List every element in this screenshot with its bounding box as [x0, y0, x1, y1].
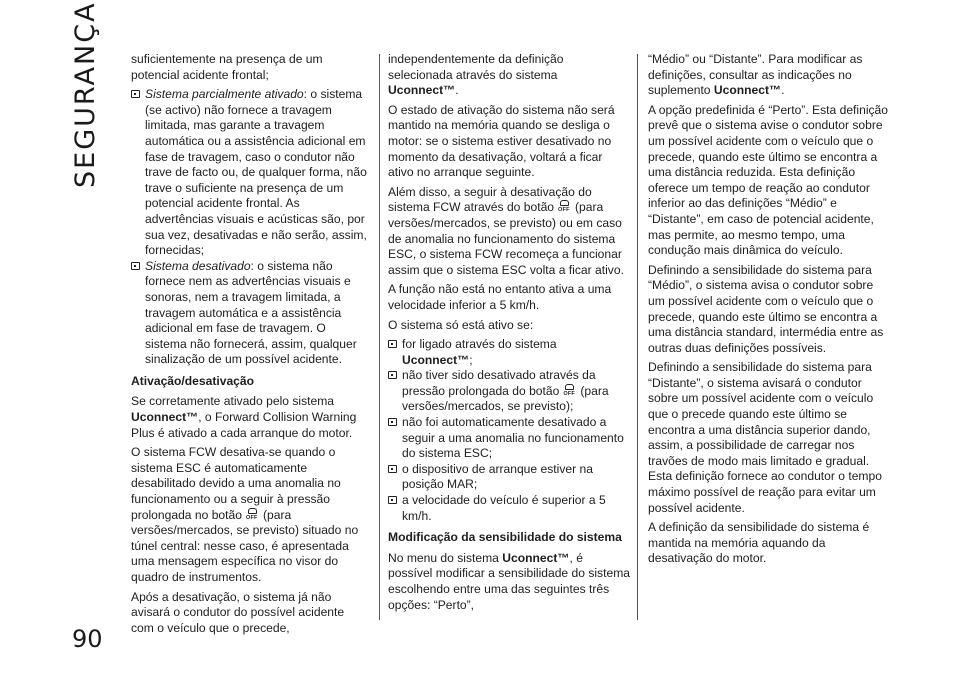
- section-title: SEGURANÇA: [70, 1, 101, 188]
- paragraph: A função não está no entanto ativa a uma velocidade inferior a 5 km/h.: [388, 282, 612, 312]
- bullet-icon: [131, 90, 140, 98]
- paragraph: [131, 445, 369, 585]
- uconnect-label: Uconnect™: [713, 83, 782, 98]
- list-item: [388, 368, 630, 415]
- column-divider: [379, 54, 380, 620]
- text-run: .: [781, 83, 785, 98]
- paragraph: [388, 185, 630, 279]
- text-column-1: [131, 52, 369, 640]
- paragraph: suficientemente na presença de um potencial acidente frontal;: [131, 52, 323, 82]
- paragraph: O estado de ativação do sistema não será mantido na memória quando se desliga o motor: se o sistema estiver desativado no momento da desativação, voltará a ficar ativo no arranque seguinte.: [388, 102, 615, 180]
- text-run: “Médio” ou “Distante”. Para modificar as definições, consultar as indicações no suplemento: [648, 52, 863, 98]
- text-run: a velocidade do veículo é superior a 5 km/h.: [402, 493, 606, 523]
- bullet-icon: [388, 371, 397, 379]
- text-run: (para versões/mercados, se previsto);: [402, 383, 609, 414]
- page-number: 90: [72, 625, 103, 653]
- bullet-icon: [388, 496, 397, 504]
- text-run: o dispositivo de arranque estiver na posição MAR;: [402, 461, 593, 492]
- esc-off-button-icon: OFF: [563, 384, 576, 398]
- bullet-icon: [131, 262, 140, 270]
- esc-off-button-icon: OFF: [558, 200, 571, 214]
- uconnect-label: Uconnect™: [388, 83, 456, 98]
- uconnect-label: Uconnect™: [402, 352, 470, 367]
- text-run: não tiver sido desativado através da pressão prolongada do botão: [402, 368, 596, 398]
- list-item: [131, 87, 369, 259]
- text-run: O sistema FCW desativa-se quando o sistema ESC é automaticamente desabilitado devido a uma anomalia no funcionamento ou a seguir à pressão prolongada no botão: [131, 445, 341, 522]
- text-column-2: [388, 52, 630, 617]
- bullet-label: Sistema desativado: [145, 258, 251, 273]
- text-run: Além disso, a seguir à desativação do sistema FCW através do botão: [388, 184, 592, 215]
- section-heading: Ativação/desativação: [131, 373, 255, 388]
- esc-off-button-icon: OFF: [246, 508, 259, 522]
- text-run: for ligado através do sistema: [402, 337, 557, 352]
- bullet-text: : o sistema (se activo) não fornece a travagem limitada, mas garante a travagem automática ou a assistência adicional em fase de travagem, caso o condutor não trave de facto ou, de qualquer forma, não trave o suficiente na presença de um potencial acidente frontal. As advertências visuais e acústicas são, por sua vez, desativadas e não serão, assim, fornecidas;: [145, 87, 367, 258]
- text-run: , é possível modificar a sensibilidade do sistema escolhendo entre uma das seguintes três opções: “Perto”,: [388, 550, 630, 612]
- paragraph: [648, 52, 888, 99]
- paragraph: A opção predefinida é “Perto”. Esta definição prevê que o sistema avise o condutor sobre um possível acidente com o veículo que o precede, quando este último se encontra a uma distância reduzida. Esta definição oferece um tempo de reação ao condutor inferior ao das definições “Médio” e “Distante”, em caso de potencial acidente, mas permite, ao mesmo tempo, uma condução mais dinâmica do veículo.: [648, 102, 889, 258]
- list-item: [388, 337, 630, 368]
- list-item: [388, 462, 630, 493]
- paragraph: [131, 394, 369, 441]
- text-run: não foi automaticamente desativado a seguir a uma anomalia no funcionamento do sistema ESC;: [402, 415, 624, 461]
- list-item: [388, 493, 630, 524]
- text-run: (para versões/mercados, se previsto) ou em caso de anomalia no funcionamento do sistema ESC, o sistema FCW recomeça a funcionar assim que o sistema ESC volta a ficar ativo.: [388, 200, 624, 277]
- text-run: ;: [469, 352, 473, 367]
- column-divider: [637, 54, 638, 620]
- paragraph: [388, 551, 630, 613]
- paragraph: Após a desativação, o sistema já não avisará o condutor do possível acidente com o veículo que o precede,: [131, 589, 345, 635]
- bullet-icon: [388, 340, 397, 348]
- paragraph: A definição da sensibilidade do sistema é mantida na memória aquando da desativação do motor.: [648, 520, 870, 566]
- bullet-label: Sistema parcialmente ativado: [145, 87, 304, 102]
- text-run: , o Forward Collision Warning Plus é ativado a cada arranque do motor.: [131, 410, 357, 440]
- uconnect-label: Uconnect™: [502, 550, 570, 565]
- text-run: No menu do sistema: [388, 550, 503, 565]
- text-run: (para versões/mercados, se previsto) situado no túnel central: nesse caso, é apresentada uma mensagem específica no visor do quadro de instrumentos.: [131, 507, 359, 584]
- paragraph: [388, 52, 630, 99]
- text-column-3: [648, 52, 888, 571]
- list-item: [131, 259, 369, 368]
- list-item: [388, 415, 630, 462]
- text-run: independentemente da definição selecionada através do sistema: [388, 52, 564, 82]
- bullet-icon: [388, 465, 397, 473]
- text-run: Se corretamente ativado pelo sistema: [131, 394, 335, 409]
- section-heading: Modificação da sensibilidade do sistema: [388, 530, 622, 545]
- uconnect-label: Uconnect™: [131, 410, 199, 425]
- paragraph: Definindo a sensibilidade do sistema para “Médio”, o sistema avisa o condutor sobre um possível acidente com o veículo que o precede, quando este último se encontra a uma distância standard, intermédia entre as outras duas definições possíveis.: [648, 262, 884, 355]
- text-run: .: [455, 83, 459, 98]
- paragraph: O sistema só está ativo se:: [388, 317, 534, 332]
- bullet-text: : o sistema não fornece nem as advertências visuais e sonoras, nem a travagem limitada, a travagem automática e a assistência adicional em fase de travagem. O sistema não fornecerá, assim, qualquer sinalização de um possível acidente.: [145, 258, 357, 367]
- bullet-icon: [388, 418, 397, 426]
- paragraph: Definindo a sensibilidade do sistema para “Distante”, o sistema avisará o condutor sobre um possível acidente com o veículo que o precede quando este último se encontra a uma distância superior dando, assim, a possibilidade de carregar nos travões de modo mais limitado e gradual. Esta definição fornece ao condutor o tempo máximo possível de reação para evitar um possível acidente.: [648, 360, 882, 515]
